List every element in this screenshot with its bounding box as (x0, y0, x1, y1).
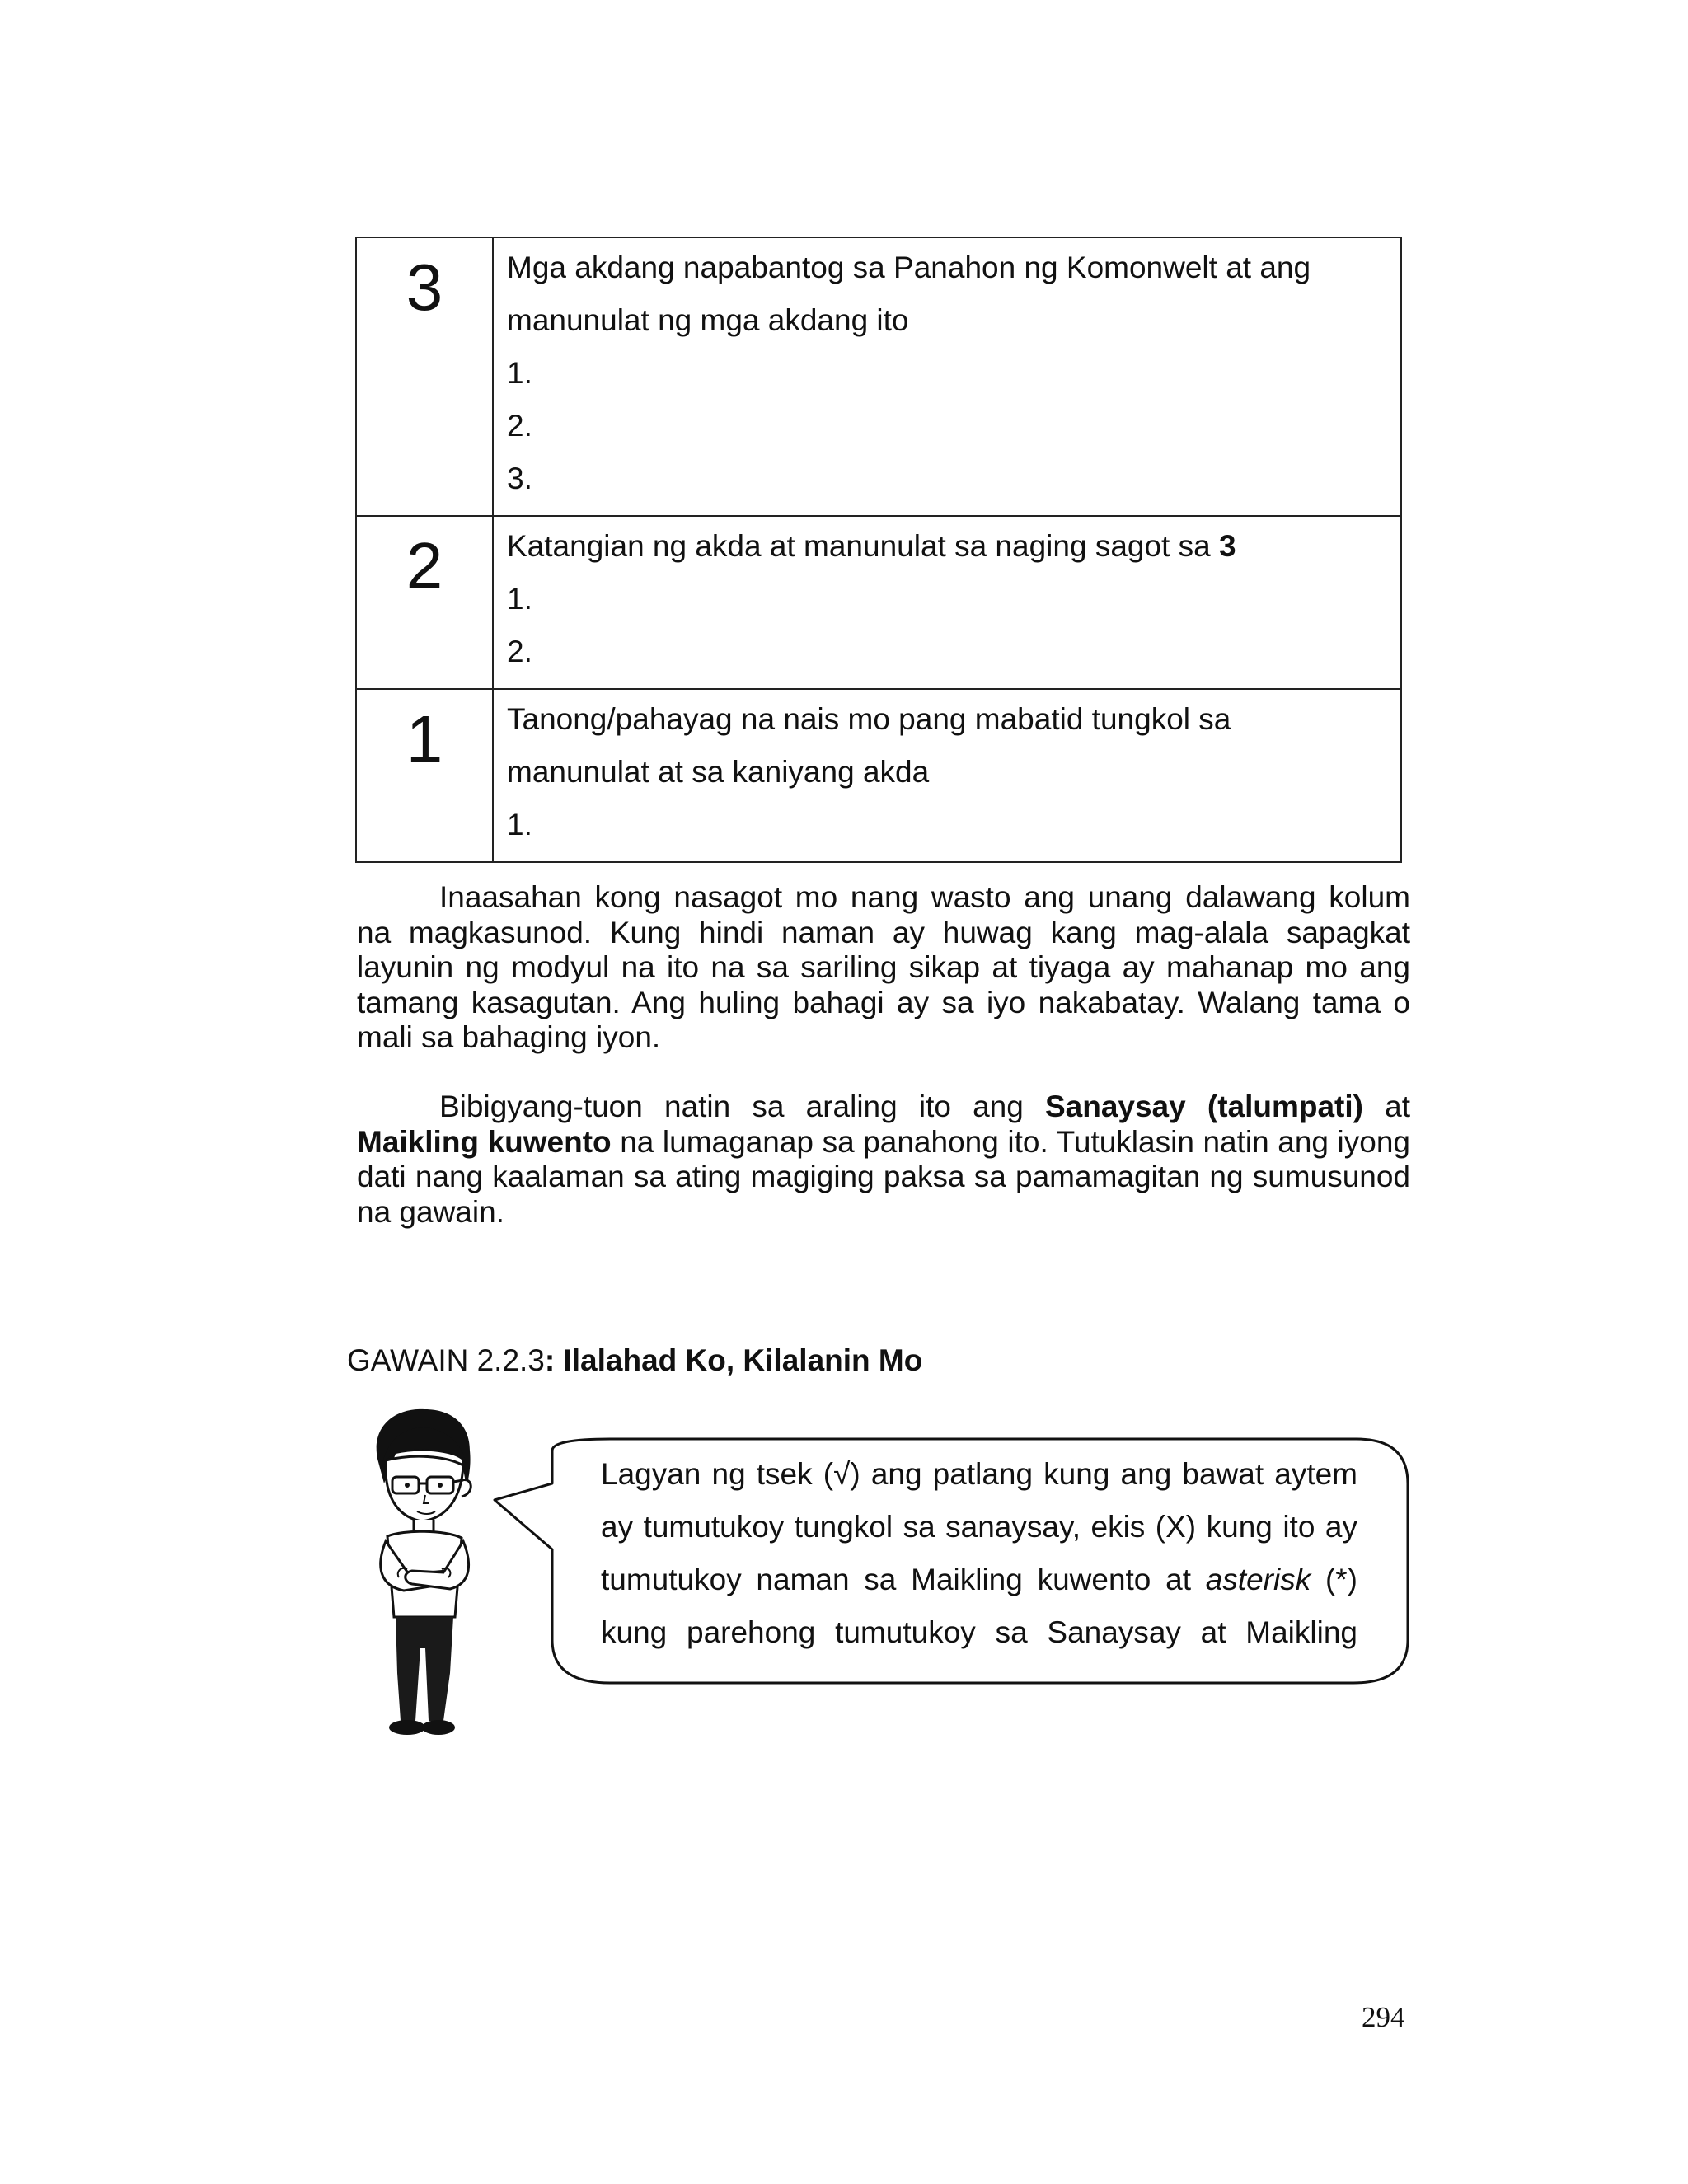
row-text: Katangian ng akda at manunulat sa naging sagot sa 3 (507, 529, 1236, 563)
list-item: 1. (507, 808, 532, 841)
rank-table (355, 237, 1402, 863)
row-text: Tanong/pahayag na nais mo pang mabatid tungkol sa (507, 702, 1231, 736)
row-number: 3 (406, 251, 443, 324)
list-item: 1. (507, 356, 532, 390)
row-text: manunulat at sa kaniyang akda (507, 755, 930, 789)
table-row (356, 689, 1401, 862)
list-item: 2. (507, 635, 532, 668)
row-number: 1 (406, 702, 443, 776)
page-number: 294 (1362, 2001, 1405, 2033)
paragraph-intro: Inaasahan kong nasagot mo nang wasto ang unang dalawang kolum na magkasunod. Kung hindi naman ay huwag kang mag-alala sapagkat layunin ng modyul na ito na sa sariling sikap at tiyaga ay mahanap mo ang tamang kasagutan. Ang huling bahagi ay sa iyo nakabatay. Walang tama o mali sa bahaging iyon. (357, 880, 1410, 1054)
cartoon-boy-icon (346, 1401, 495, 1739)
table-row (356, 237, 1401, 516)
row-text: Mga akdang napabantog sa Panahon ng Komonwelt at ang (507, 251, 1311, 284)
list-item: 2. (507, 409, 532, 443)
bubble-instructions: Lagyan ng tsek (√) ang patlang kung ang bawat aytem ay tumutukoy tungkol sa sanaysay, ekis (X) kung ito ay tumutukoy naman sa Maikling kuwento at asterisk (*) kung parehong tumutukoy sa Sanaysay at Maikling (601, 1457, 1357, 1649)
activity-heading: GAWAIN 2.2.3: Ilalahad Ko, Kilalanin Mo (347, 1343, 923, 1377)
list-item: 1. (507, 582, 532, 616)
row-number: 2 (406, 529, 443, 602)
table-row (356, 516, 1401, 689)
row-text: manunulat ng mga akdang ito (507, 303, 909, 337)
list-item: 3. (507, 462, 532, 495)
paragraph-topic: Bibigyang-tuon natin sa araling ito ang Sanaysay (talumpati) at Maikling kuwento na lumaganap sa panahong ito. Tutuklasin natin ang iyong dati nang kaalaman sa ating magiging paksa sa pamamagitan ng sumusunod na gawain. (357, 1090, 1410, 1229)
